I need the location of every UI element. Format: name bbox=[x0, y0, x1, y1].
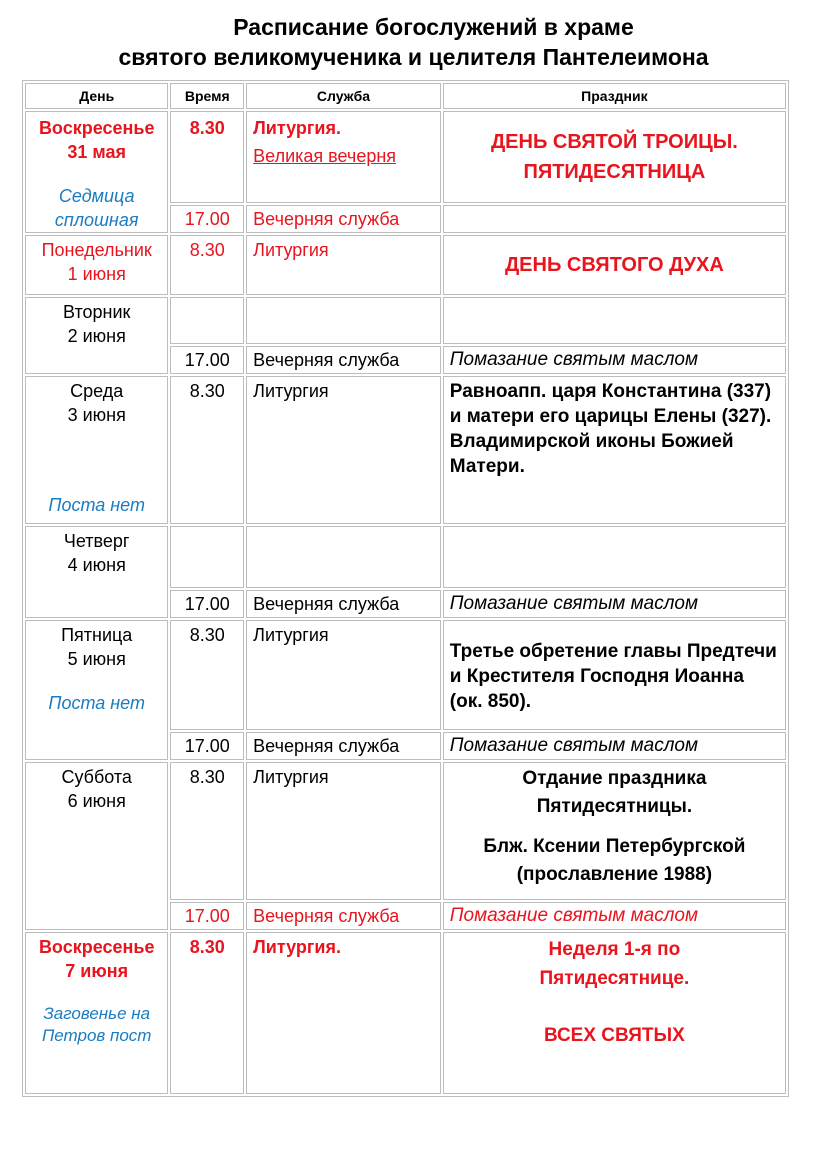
feast-cell: Равноапп. царя Константина (337) и матери его царицы Елены (327). Владимирской иконы Божией Матери. bbox=[443, 376, 786, 524]
service-cell: Вечерняя служба bbox=[246, 732, 441, 760]
day-name: Воскресенье bbox=[38, 937, 155, 957]
table-row bbox=[25, 932, 786, 1094]
day-cell-sun31 bbox=[25, 111, 168, 233]
day-date: 2 июня bbox=[67, 326, 126, 346]
service-cell: Литургия bbox=[246, 235, 441, 295]
feast-cell: Помазание святым маслом bbox=[443, 346, 786, 374]
schedule-table bbox=[22, 80, 789, 1097]
feast-cell: Помазание святым маслом bbox=[443, 902, 786, 930]
day-name: Пятница bbox=[61, 625, 133, 645]
day-date: 3 июня bbox=[67, 405, 126, 425]
service-cell: Вечерняя служба bbox=[246, 590, 441, 618]
table-row bbox=[25, 526, 786, 588]
day-name: Вторник bbox=[63, 302, 131, 322]
feast-cell bbox=[443, 205, 786, 233]
time-cell: 8.30 bbox=[170, 235, 244, 295]
time-cell: 8.30 bbox=[170, 376, 244, 524]
day-date: 6 июня bbox=[67, 791, 126, 811]
day-name: Воскресенье bbox=[38, 118, 155, 138]
table-header-row bbox=[25, 83, 786, 109]
feast-cell: ДЕНЬ СВЯТОГО ДУХА bbox=[443, 235, 786, 295]
day-cell-mon1 bbox=[25, 235, 168, 295]
feast-otdanie: Отдание праздника Пятидесятницы. bbox=[522, 768, 707, 817]
day-cell-sat6 bbox=[25, 762, 168, 930]
day-date: 1 июня bbox=[67, 264, 126, 284]
day-date: 4 июня bbox=[67, 555, 126, 575]
day-name: Суббота bbox=[61, 767, 132, 787]
day-date: 5 июня bbox=[67, 649, 126, 669]
table-row bbox=[25, 762, 786, 900]
day-note: Поста нет bbox=[48, 693, 145, 713]
header-time: Время bbox=[170, 83, 244, 109]
service-cell: Литургия bbox=[246, 376, 441, 524]
day-cell-thu4 bbox=[25, 526, 168, 618]
service-cell: Литургия bbox=[246, 762, 441, 900]
feast-cell: Помазание святым маслом bbox=[443, 732, 786, 760]
time-cell: 17.00 bbox=[170, 205, 244, 233]
time-cell: 8.30 bbox=[170, 620, 244, 730]
feast-cell: Третье обретение главы Предтечи и Крестителя Господня Иоанна (ок. 850). bbox=[443, 620, 786, 730]
service-great-vespers: Великая вечерня bbox=[253, 146, 397, 166]
day-date: 7 июня bbox=[65, 961, 129, 981]
time-cell bbox=[170, 526, 244, 588]
time-cell bbox=[170, 297, 244, 344]
day-name: Среда bbox=[70, 381, 124, 401]
time-cell: 17.00 bbox=[170, 590, 244, 618]
feast-all-saints: ВСЕХ СВЯТЫХ bbox=[543, 1025, 685, 1046]
service-cell: Вечерняя служба bbox=[246, 205, 441, 233]
service-cell bbox=[246, 526, 441, 588]
feast-cell bbox=[443, 932, 786, 1094]
day-cell-wed3 bbox=[25, 376, 168, 524]
day-note: Заговенье на Петров пост bbox=[41, 1004, 152, 1045]
day-note: Седмица сплошная bbox=[54, 186, 139, 230]
time-cell: 8.30 bbox=[170, 932, 244, 1094]
day-name: Четверг bbox=[63, 531, 130, 551]
day-date: 31 мая bbox=[67, 142, 127, 162]
service-cell: Литургия bbox=[246, 620, 441, 730]
service-cell: Вечерняя служба bbox=[246, 346, 441, 374]
service-liturgy: Литургия. bbox=[253, 118, 341, 138]
time-cell: 17.00 bbox=[170, 902, 244, 930]
day-name: Понедельник bbox=[41, 240, 152, 260]
title-line-2: святого великомученика и целителя Пантелеимона bbox=[118, 44, 709, 70]
feast-cell: ДЕНЬ СВЯТОЙ ТРОИЦЫ. ПЯТИДЕСЯТНИЦА bbox=[443, 111, 786, 203]
table-row bbox=[25, 297, 786, 344]
day-cell-tue2 bbox=[25, 297, 168, 374]
day-cell-sun7 bbox=[25, 932, 168, 1094]
feast-cell bbox=[443, 526, 786, 588]
header-feast: Праздник bbox=[443, 83, 786, 109]
service-cell: Вечерняя служба bbox=[246, 902, 441, 930]
title-line-1: Расписание богослужений в храме bbox=[233, 14, 634, 40]
table-row bbox=[25, 111, 786, 203]
day-note: Поста нет bbox=[48, 495, 145, 515]
service-cell: Литургия. bbox=[246, 932, 441, 1094]
time-cell: 8.30 bbox=[170, 762, 244, 900]
header-day: День bbox=[25, 83, 168, 109]
table-row bbox=[25, 376, 786, 524]
table-row bbox=[25, 620, 786, 730]
time-cell: 17.00 bbox=[170, 732, 244, 760]
day-cell-fri5 bbox=[25, 620, 168, 760]
service-cell bbox=[246, 111, 441, 203]
feast-cell bbox=[443, 762, 786, 900]
feast-week: Неделя 1-я по Пятидесятнице. bbox=[539, 939, 690, 989]
feast-cell bbox=[443, 297, 786, 344]
time-cell: 17.00 bbox=[170, 346, 244, 374]
time-cell: 8.30 bbox=[170, 111, 244, 203]
header-service: Служба bbox=[246, 83, 441, 109]
page-title bbox=[0, 12, 827, 72]
service-cell bbox=[246, 297, 441, 344]
feast-cell: Помазание святым маслом bbox=[443, 590, 786, 618]
table-row bbox=[25, 235, 786, 295]
feast-ksenia: Блж. Ксении Петербургской (прославление 1988) bbox=[483, 836, 746, 885]
